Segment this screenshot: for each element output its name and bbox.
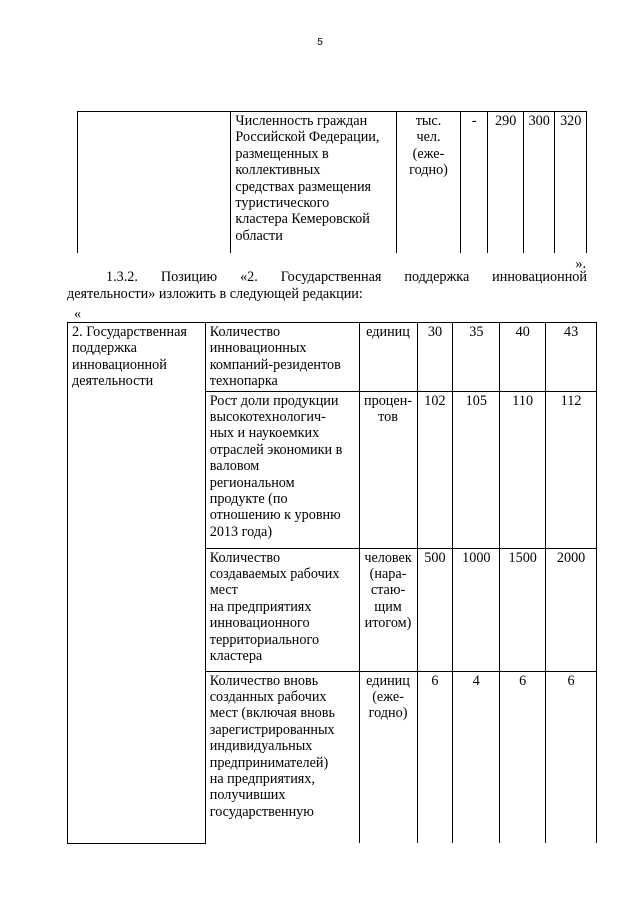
closing-quote: ». xyxy=(575,256,586,272)
unit-cell: единиц (еже- годно) xyxy=(359,671,417,843)
value-cell: 1500 xyxy=(500,548,546,671)
value-cell: 43 xyxy=(546,323,597,392)
unit-cell: единиц xyxy=(359,323,417,392)
unit-cell: тыс. чел. (еже- годно) xyxy=(397,112,461,253)
value-cell: 500 xyxy=(417,548,453,671)
value-cell: 6 xyxy=(500,671,546,843)
value-cell: 1000 xyxy=(453,548,500,671)
value-cell: 4 xyxy=(453,671,500,843)
value-cell: 40 xyxy=(500,323,546,392)
value-cell: 290 xyxy=(488,112,524,253)
top-table-fragment xyxy=(77,111,587,253)
value-cell: 30 xyxy=(417,323,453,392)
paragraph-line: 1.3.2. Позицию «2. Государственная поддержка инновационной xyxy=(106,269,587,285)
value-cell: 105 xyxy=(453,391,500,548)
table-row xyxy=(78,112,587,253)
opening-quote: « xyxy=(74,306,82,322)
indicator-cell: Количество создаваемых рабочих мест на предприятиях инновационного территориального кластера xyxy=(205,548,359,671)
value-cell: 320 xyxy=(555,112,587,253)
value-cell: 300 xyxy=(523,112,554,253)
amendment-paragraph xyxy=(67,269,587,303)
unit-cell: процен- тов xyxy=(359,391,417,548)
indicator-cell: Численность граждан Российской Федерации, размещенных в коллективных средствах размещения туристического кластера Кемеровской области xyxy=(231,112,397,253)
value-cell: - xyxy=(461,112,488,253)
value-cell: 110 xyxy=(500,391,546,548)
value-cell: 35 xyxy=(453,323,500,392)
value-cell: 6 xyxy=(417,671,453,843)
unit-cell: человек (нара- стаю- щим итогом) xyxy=(359,548,417,671)
value-cell: 6 xyxy=(546,671,597,843)
program-cell xyxy=(78,112,231,253)
indicators-table xyxy=(67,322,597,844)
value-cell: 2000 xyxy=(546,548,597,671)
indicator-cell: Количество вновь созданных рабочих мест (включая вновь зарегистрированных индивидуальных предпринимателей) на предприятиях, получивших государственную xyxy=(205,671,359,843)
program-cell: 2. Государственная поддержка инновационной деятельности xyxy=(68,323,206,844)
indicator-cell: Рост доли продукции высокотехнологич- ных и наукоемких отраслей экономики в валовом региональном продукте (по отношению к уровню 2013 года) xyxy=(205,391,359,548)
paragraph-line: деятельности» изложить в следующей редакции: xyxy=(67,286,363,302)
value-cell: 102 xyxy=(417,391,453,548)
indicator-cell: Количество инновационных компаний-резидентов технопарка xyxy=(205,323,359,392)
value-cell: 112 xyxy=(546,391,597,548)
table-row xyxy=(68,323,597,392)
page-number: 5 xyxy=(317,37,323,48)
